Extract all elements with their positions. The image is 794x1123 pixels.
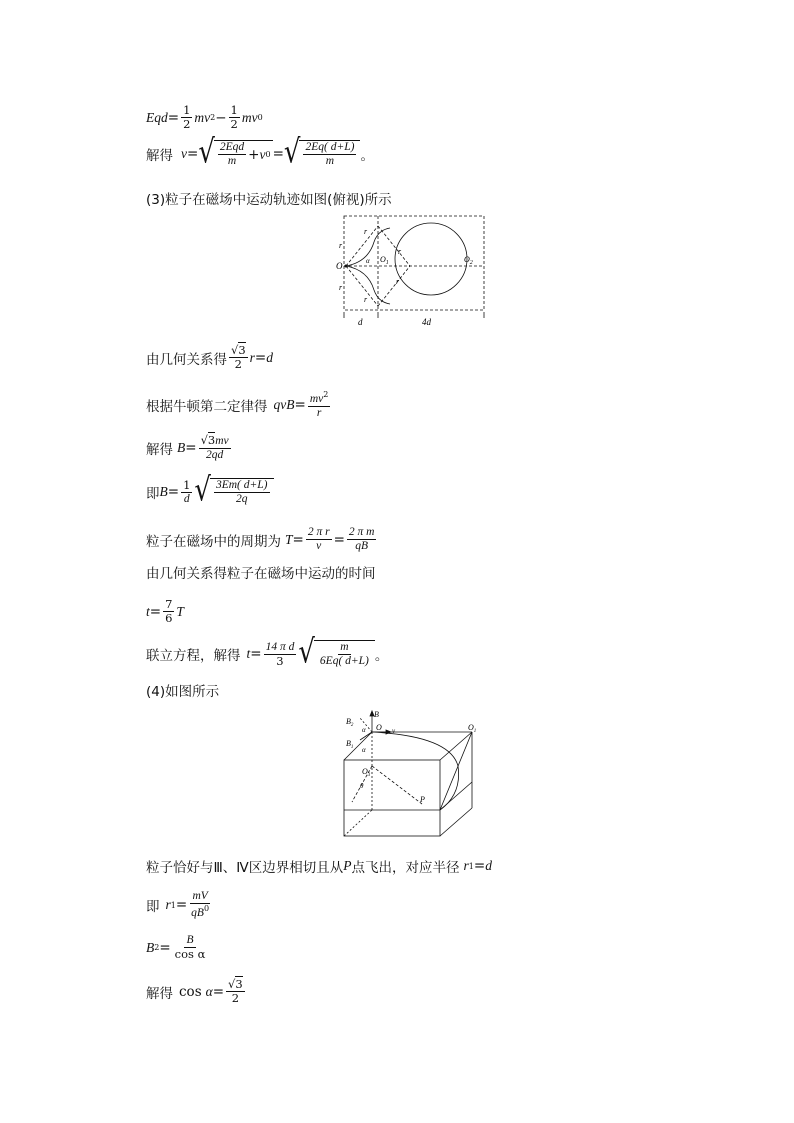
part3-heading: (3)粒子在磁场中运动轨迹如图(俯视)所示	[146, 192, 392, 208]
v-symbol: v	[181, 146, 187, 162]
label-v: v	[392, 727, 396, 735]
label-r-5: r	[398, 247, 402, 256]
eqd-term: Eqd	[146, 109, 168, 125]
radius-equation: 即 r 1 = $\frac{mV}{qB^0}$	[146, 890, 210, 920]
mv-term: mv	[194, 109, 211, 125]
label-r-1: r	[339, 241, 343, 250]
particle-trajectory	[372, 732, 459, 810]
cube-trajectory-figure	[340, 708, 490, 842]
time-equation: t = $\frac{7}{6}$ T	[146, 597, 184, 626]
sqrt-expression-2: √ $\frac{2Eq( d+L)}{m}$	[284, 140, 361, 168]
circular-trajectory	[395, 223, 467, 295]
minus-sign: −	[215, 109, 227, 126]
label-B: B	[374, 710, 379, 719]
label-O1: $O_1$	[380, 255, 389, 266]
newton-law-equation: 根据牛顿第二定律得 qvB = $\frac{mv^2}{r}$	[146, 390, 329, 420]
label-B1: $B_1$	[346, 739, 354, 750]
trajectory-top-view-figure	[330, 212, 490, 330]
tangent-statement: 粒子恰好与Ⅲ、Ⅳ区边界相切且从 P 点飞出，对应半径 r 1 = d	[146, 858, 492, 876]
label-O: O	[376, 723, 382, 732]
b-expanded: 即 B = $\frac{1}{d}$ √ $\frac{3Em( d+L)}{2q}$	[146, 478, 274, 506]
label-P: P	[420, 795, 425, 804]
label-O2: $O_2$	[464, 255, 473, 266]
mv0-term: mv	[241, 109, 258, 125]
label-O3: $O_3$	[362, 767, 371, 778]
label-O1: $O_1$	[468, 723, 477, 734]
label-O: O	[336, 261, 343, 271]
label-alpha-1: α	[362, 726, 366, 734]
b2-equation: B 2 = $\frac{B}{\text{cos α}}$	[146, 934, 206, 962]
velocity-solution: 解得 v = √ $\frac{\text{2Eqd}}{m}$ + v 0 = √ $\frac{2Eq( d+L)}{m}$ 。	[146, 133, 374, 172]
label-theta: θ	[360, 782, 364, 790]
part4-heading: (4)如图所示	[146, 684, 220, 700]
period-equation: 粒子在磁场中的周期为 T = $\frac{\text{2 π r}}{v}$ = $\frac{\text{2 π m}}{qB}$	[146, 526, 375, 553]
equals-sign: =	[167, 109, 180, 126]
label-B2: $B_2$	[346, 717, 354, 728]
label-alpha: α	[366, 257, 370, 265]
b-solution: 解得 B = $\frac{√3mv}{2qd}$	[146, 433, 229, 462]
energy-equation: Eqd = $\frac{1}{2}$ mv 2 − $\frac{1}{2}$ mv 0	[146, 103, 263, 132]
label-d: d	[358, 317, 363, 327]
sqrt-expression-1: √ $\frac{\text{2Eqd}}{m}$ + v 0	[198, 133, 271, 172]
fraction-half: $\frac{1}{2}$	[183, 103, 191, 132]
geometry-relation: 由几何关系得 $\frac{√3}{2}$ r = d	[146, 343, 273, 372]
cube-front-face	[344, 760, 440, 836]
label-r-6: r	[396, 277, 400, 286]
fraction-half-2: $\frac{1}{2}$	[230, 103, 238, 132]
label-r-3: r	[364, 227, 368, 236]
sqrt3-over-2: $\frac{√3}{2}$	[231, 343, 246, 372]
label-r-2: r	[339, 283, 343, 292]
time-result: 联立方程，解得 t = $\frac{\text{14 π d}}{3}$ √ $\frac{m}{6Eq( d+L)}$ 。	[146, 633, 389, 672]
solve-label: 解得	[146, 148, 173, 165]
lower-arc-entry	[346, 266, 390, 304]
label-alpha-2: α	[362, 746, 366, 754]
label-r-4: r	[364, 295, 368, 304]
label-4d: 4d	[422, 317, 431, 327]
time-statement: 由几何关系得粒子在磁场中运动的时间	[146, 566, 376, 582]
cos-alpha-result: 解得 cos α = $\frac{√3}{2}$	[146, 977, 243, 1006]
